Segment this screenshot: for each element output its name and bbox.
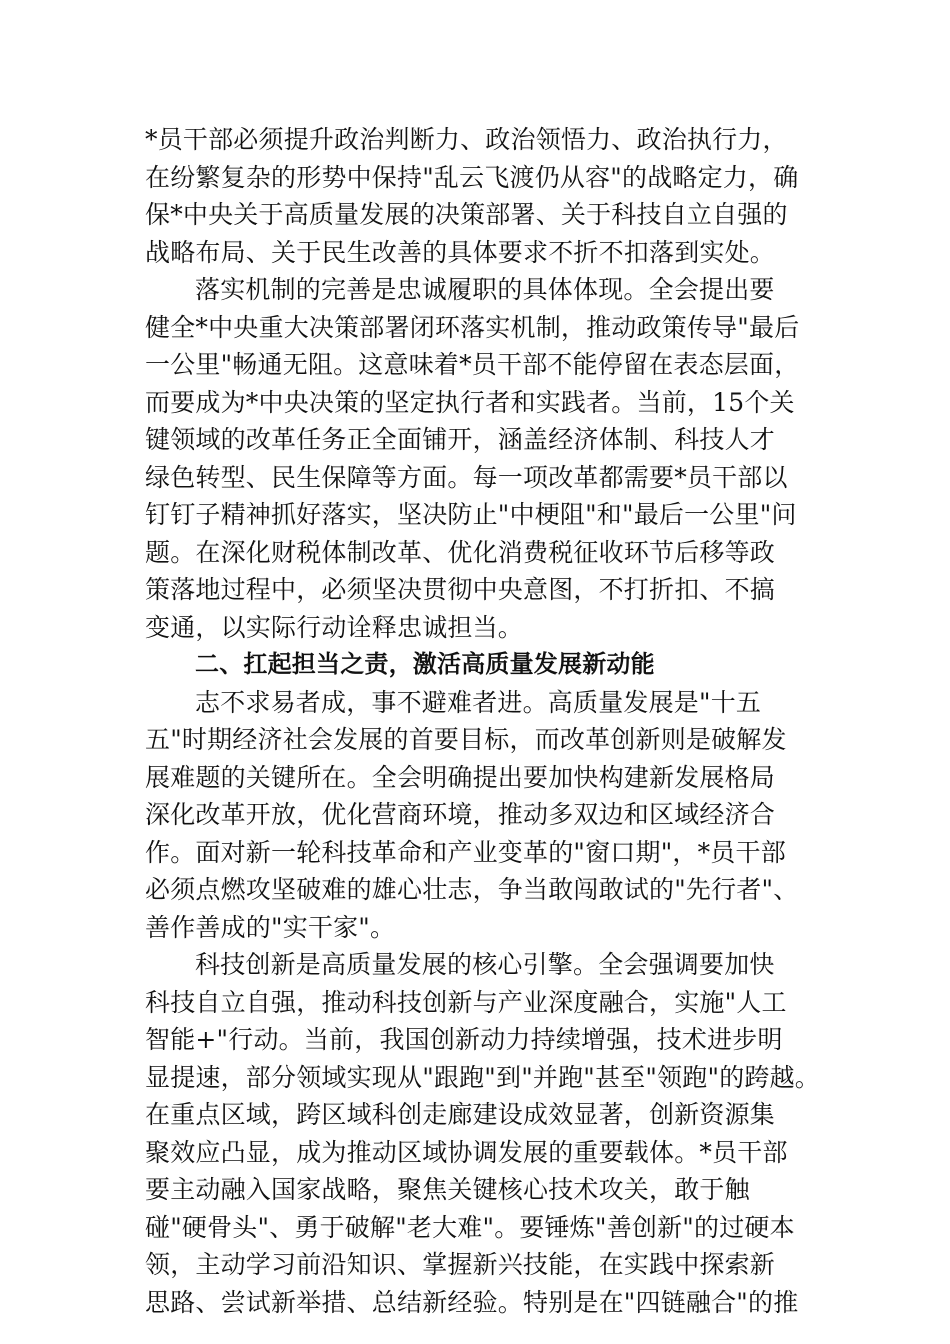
paragraph-line: 深化改革开放，优化营商环境，推动多双边和区域经济合: [145, 800, 776, 829]
paragraph-line: 绿色转型、民生保障等方面。每一项改革都需要*员干部以: [145, 462, 788, 492]
paragraph-first-line: 科技创新是高质量发展的核心引擎。全会强调要加快: [195, 950, 775, 979]
paragraph-line: 聚效应凸显，成为推动区域协调发展的重要载体。*员干部: [145, 1137, 788, 1167]
paragraph-line: 作。面对新一轮科技革命和产业变革的"窗口期"，*员干部: [145, 837, 786, 867]
section-heading: 二、扛起担当之责，激活高质量发展新动能: [195, 650, 655, 678]
paragraph-line: 键领域的改革任务正全面铺开，涵盖经济体制、科技人才: [145, 425, 776, 454]
paragraph-line: 策落地过程中，必须坚决贯彻中央意图，不打折扣、不搞: [145, 575, 776, 604]
paragraph-line: 变通，以实际行动诠释忠诚担当。: [145, 612, 524, 642]
paragraph-line: 在重点区域，跨区域科创走廊建设成效显著，创新资源集: [145, 1100, 776, 1129]
paragraph-line: 思路、尝试新举措、总结新经验。特别是在"四链融合"的推: [145, 1287, 799, 1317]
paragraph-first-line: 志不求易者成，事不避难者进。高质量发展是"十五: [195, 687, 762, 717]
paragraph-line: 展难题的关键所在。全会明确提出要加快构建新发展格局: [145, 762, 776, 792]
paragraph-line: 碰"硬骨头"、勇于破解"老大难"。要锤炼"善创新"的过硬本: [145, 1212, 795, 1242]
paragraph-first-line: 落实机制的完善是忠诚履职的具体体现。全会提出要: [195, 275, 775, 304]
paragraph-line: 战略布局、关于民生改善的具体要求不折不扣落到实处。: [145, 237, 776, 267]
paragraph-line: 善作善成的"实干家"。: [145, 912, 396, 942]
paragraph-line: 保*中央关于高质量发展的决策部署、关于科技自立自强的: [145, 200, 788, 229]
paragraph-line: 健全*中央重大决策部署闭环落实机制，推动政策传导"最后: [145, 312, 800, 342]
paragraph-line: 而要成为*中央决策的坚定执行者和实践者。当前，15个关: [145, 387, 795, 417]
paragraph-line: 必须点燃攻坚破难的雄心壮志，争当敢闯敢试的"先行者"、: [145, 875, 799, 904]
paragraph-line: 五"时期经济社会发展的首要目标，而改革创新则是破解发: [145, 725, 787, 754]
document-body: [145, 121, 820, 1321]
paragraph-line: 领，主动学习前沿知识、掌握新兴技能，在实践中探索新: [145, 1250, 776, 1279]
paragraph-line: *员干部必须提升政治判断力、政治领悟力、政治执行力，: [145, 125, 788, 154]
paragraph-line: 一公里"畅通无阻。这意味着*员干部不能停留在表态层面，: [145, 350, 800, 379]
paragraph-line: 题。在深化财税体制改革、优化消费税征收环节后移等政: [145, 537, 776, 567]
paragraph-line: 智能+"行动。当前，我国创新动力持续增强，技术进步明: [145, 1025, 783, 1054]
paragraph-line: 要主动融入国家战略，聚焦关键核心技术攻关，敢于触: [145, 1175, 750, 1204]
paragraph-line: 在纷繁复杂的形势中保持"乱云飞渡仍从容"的战略定力，确: [145, 162, 799, 192]
paragraph-line: 显提速，部分领域实现从"跟跑"到"并跑"甚至"领跑"的跨越。: [145, 1062, 820, 1092]
paragraph-line: 钉钉子精神抓好落实，坚决防止"中梗阻"和"最后一公里"问: [145, 500, 797, 529]
paragraph-line: 科技自立自强，推动科技创新与产业深度融合，实施"人工: [145, 987, 787, 1017]
